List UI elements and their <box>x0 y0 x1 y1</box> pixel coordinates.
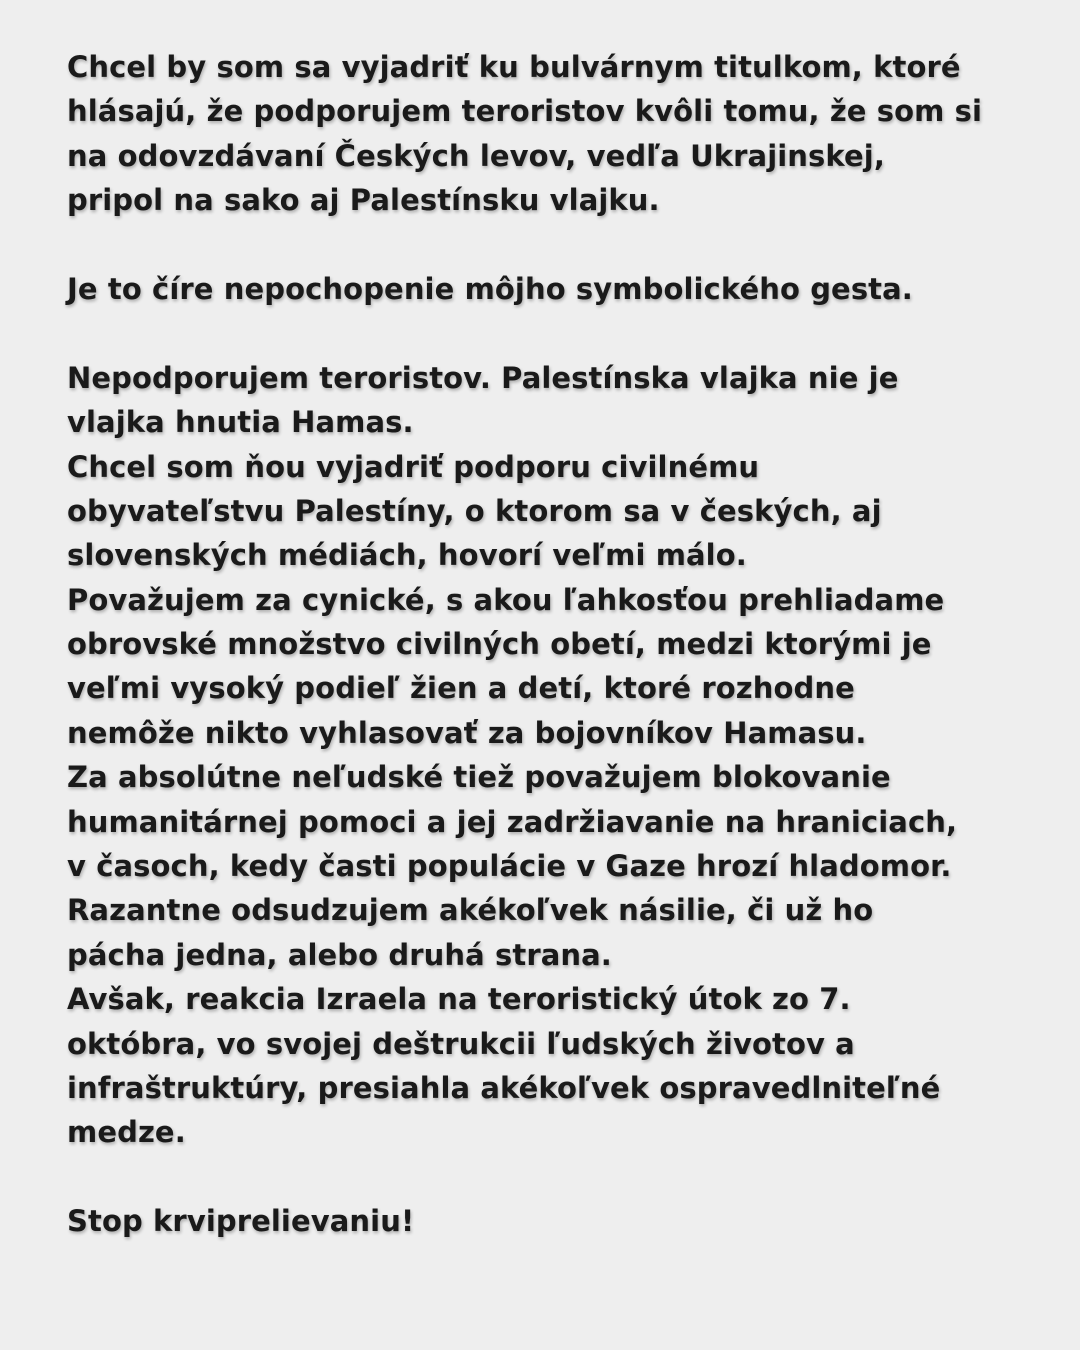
text-line: hlásajú, že podporujem teroristov kvôli tomu, že som si <box>67 94 983 129</box>
text-line: Je to číre nepochopenie môjho symbolického gesta. <box>67 271 913 306</box>
text-line: v časoch, kedy časti populácie v Gaze hrozí hladomor. <box>67 849 952 884</box>
text-line: Stop krviprelievaniu! <box>67 1204 415 1239</box>
text-line: medze. <box>67 1115 186 1150</box>
paragraph-gap <box>67 1155 1057 1199</box>
paragraph-gap <box>67 223 1057 267</box>
text-line: humanitárnej pomoci a jej zadržiavanie na hraniciach, <box>67 804 958 839</box>
text-line: veľmi vysoký podieľ žien a detí, ktoré rozhodne <box>67 671 855 706</box>
text-line: Chcel som ňou vyjadriť podporu civilnému <box>67 449 760 484</box>
paragraph-4 <box>67 1199 1057 1243</box>
text-line: na odovzdávaní Českých levov, vedľa Ukrajinskej, <box>67 138 885 173</box>
text-line: pripol na sako aj Palestínsku vlajku. <box>67 183 660 218</box>
paragraph-3 <box>67 356 1057 1155</box>
paragraph-gap <box>67 311 1057 355</box>
text-line: Chcel by som sa vyjadriť ku bulvárnym titulkom, ktoré <box>67 50 961 84</box>
text-line: Považujem za cynické, s akou ľahkosťou prehliadame <box>67 582 945 617</box>
text-line: vlajka hnutia Hamas. <box>67 405 414 440</box>
text-line: októbra, vo svojej deštrukcii ľudských životov a <box>67 1026 855 1061</box>
paragraph-1 <box>67 45 1057 223</box>
paragraph-2 <box>67 267 1057 311</box>
text-line: Avšak, reakcia Izraela na teroristický útok zo 7. <box>67 982 851 1017</box>
text-line: slovenských médiách, hovorí veľmi málo. <box>67 538 747 573</box>
text-line: Nepodporujem teroristov. Palestínska vlajka nie je <box>67 360 899 395</box>
statement-text <box>67 45 1057 1244</box>
text-line: nemôže nikto vyhlasovať za bojovníkov Hamasu. <box>67 715 867 750</box>
text-line: Razantne odsudzujem akékoľvek násilie, či už ho <box>67 893 874 928</box>
text-line: obyvateľstvu Palestíny, o ktorom sa v českých, aj <box>67 493 882 528</box>
text-line: obrovské množstvo civilných obetí, medzi ktorými je <box>67 627 932 662</box>
text-line: pácha jedna, alebo druhá strana. <box>67 937 612 972</box>
text-line: infraštruktúry, presiahla akékoľvek ospravedlniteľné <box>67 1070 941 1105</box>
text-line: Za absolútne neľudské tiež považujem blokovanie <box>67 760 891 795</box>
